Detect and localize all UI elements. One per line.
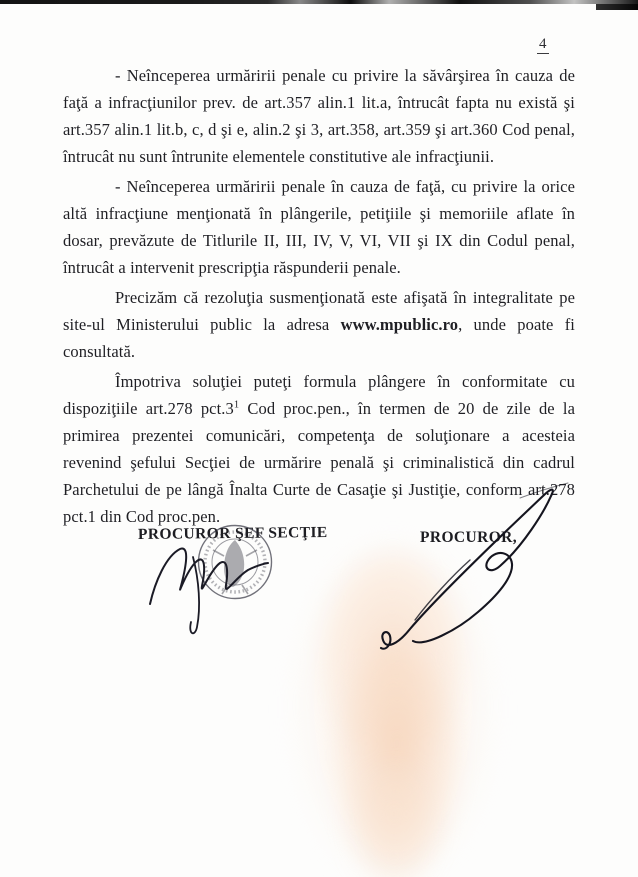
paragraph-appeal-instructions — [63, 368, 575, 530]
paper-stain — [348, 772, 440, 877]
paragraph-non-initiation-other-offenses: - Neînceperea urmăririi penale în cauza de faţă, cu privire la orice altă infracţiune menţionată în plângerile, petiţiile şi memoriile aflate în dosar, prevăzute de Titlurile II, III, IV, V, VI, VII şi IX din Codul penal, întrucât a intervenit prescripţia răspunderii penale. — [63, 177, 575, 277]
website-url: www.mpublic.ro — [340, 315, 459, 334]
document-body — [63, 62, 575, 530]
paragraph-website-notice — [63, 284, 575, 365]
website-notice-text: Precizăm că rezoluţia susmenţionată este afişată în integralitate pe site-ul Ministerului public la adresa — [63, 288, 575, 334]
paper-stain — [336, 648, 458, 876]
paper-stain — [322, 552, 462, 762]
appeal-text: Împotriva soluţiei puteţi formula plângere în conformitate cu dispoziţiile art.278 pct.3 — [63, 372, 575, 418]
chief-prosecutor-label: PROCUROR ŞEF SECŢIE — [137, 524, 328, 543]
prosecutor-label: PROCUROR, — [420, 529, 518, 546]
page-number: 4 — [539, 36, 547, 52]
appeal-superscript: 1 — [233, 399, 240, 411]
appeal-text-tail: Cod proc.pen., în termen de 20 de zile de la primirea prezentei comunicări, competenţa de soluţionare a acesteia revenind şefului Secţiei de urmărire penală şi criminalistică din cadrul Parchetului de pe lângă Înalta Curte de Casaţie şi Justiţie, conform art.278 pct.1 din Cod proc.pen. — [63, 399, 575, 526]
paper-stain — [298, 548, 488, 877]
scanner-corner-mark — [596, 4, 638, 10]
paragraph-non-initiation-art357: - Neînceperea urmăririi penale cu privire la săvârşirea în cauza de faţă a infracţiunilor prev. de art.357 alin.1 lit.a, întrucât fapta nu există şi art.357 alin.1 lit.b, c, d şi e, alin.2 şi 3, art.358, art.359 şi art.360 Cod penal, întrucât nu sunt întrunite elementele constitutive ale infracţiunii. — [63, 66, 575, 166]
chief-prosecutor-signature-icon — [150, 549, 268, 634]
website-notice-tail: , unde poate fi consultată. — [63, 315, 575, 361]
scanner-edge-artifact — [0, 0, 638, 4]
